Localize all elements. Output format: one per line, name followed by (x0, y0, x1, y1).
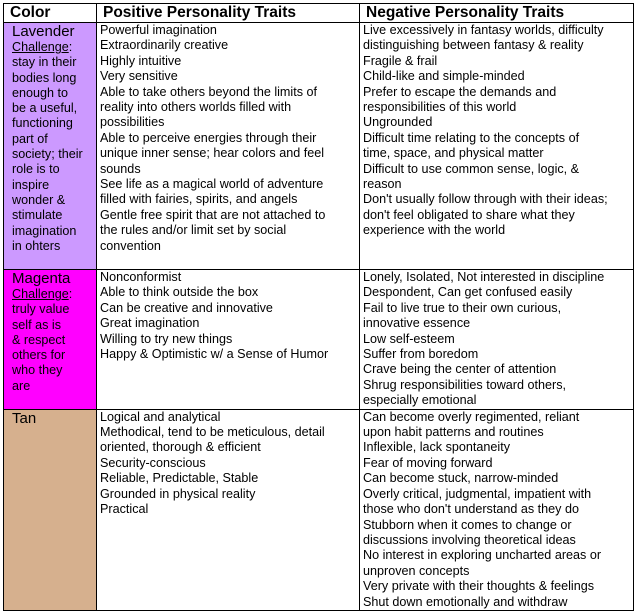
trait-line: Can become overly regimented, reliant (363, 409, 580, 424)
trait-line: Don't usually follow through with their ideas; (363, 192, 608, 207)
trait-line: Happy & Optimistic w/ a Sense of Humor (100, 347, 329, 362)
challenge-line: self as is (12, 317, 61, 332)
challenge-line: enough to (12, 85, 69, 100)
challenge-line: others for (12, 348, 66, 363)
trait-line: Low self-esteem (363, 331, 455, 346)
trait-line: responsibilities of this world (363, 100, 517, 115)
trait-line: those who don't understand as they do (363, 502, 579, 517)
trait-line: Methodical, tend to be meticulous, detail (100, 425, 325, 440)
trait-line: Very sensitive (100, 69, 178, 84)
positive-traits-magenta (97, 270, 360, 410)
trait-line: Able to think outside the box (100, 285, 259, 300)
personality-traits-table (3, 3, 634, 611)
trait-line: oriented, thorough & efficient (100, 440, 261, 455)
color-name: Tan (12, 409, 37, 427)
trait-line: time, space, and physical matter (363, 146, 544, 161)
challenge-line: imagination (12, 223, 77, 238)
trait-line: Despondent, Can get confused easily (363, 285, 573, 300)
color-name: Magenta (12, 270, 71, 287)
header-color: Color (4, 4, 97, 23)
trait-line: Difficult to use common sense, logic, & (363, 161, 580, 176)
trait-line: Ungrounded (363, 115, 433, 130)
trait-line: Difficult time relating to the concepts of (363, 130, 580, 145)
negative-traits-lavender (360, 23, 634, 270)
trait-line: Willing to try new things (100, 331, 233, 346)
trait-line: Stubborn when it comes to change or (363, 517, 572, 532)
trait-line: Prefer to escape the demands and (363, 84, 557, 99)
trait-line: sounds (100, 161, 141, 176)
header-row (4, 4, 634, 23)
trait-line: Gentle free spirit that are not attached to (100, 207, 326, 222)
color-cell-magenta (4, 270, 97, 410)
row-magenta (4, 270, 634, 410)
trait-line: Grounded in physical reality (100, 486, 256, 501)
challenge-line: & respect (12, 332, 66, 347)
trait-line: unproven concepts (363, 563, 470, 578)
challenge-line: role is to (12, 162, 60, 177)
challenge-line: are (12, 378, 31, 393)
trait-line: No interest in exploring uncharted areas or (363, 548, 602, 563)
trait-line: possibilities (100, 115, 165, 130)
trait-line: Logical and analytical (100, 409, 221, 424)
challenge-line: society; their (12, 147, 83, 162)
trait-line: Very private with their thoughts & feelings (363, 579, 595, 594)
trait-line: Lonely, Isolated, Not interested in discipline (363, 270, 605, 284)
trait-line: reason (363, 177, 402, 192)
positive-traits-lavender (97, 23, 360, 270)
trait-line: Able to take others beyond the limits of (100, 84, 318, 99)
trait-line: Can become stuck, narrow-minded (363, 471, 559, 486)
trait-line: Powerful imagination (100, 23, 217, 37)
trait-line: experience with the world (363, 223, 506, 238)
trait-line: Reliable, Predictable, Stable (100, 471, 259, 486)
challenge-line: bodies long (12, 70, 77, 85)
color-cell-tan (4, 409, 97, 610)
challenge-line: wonder & (12, 192, 66, 207)
trait-line: Extraordinarily creative (100, 38, 229, 53)
header-positive-traits: Positive Personality Traits (97, 4, 360, 23)
trait-line: the rules and/or limit set by social (100, 223, 287, 238)
trait-line: upon habit patterns and routines (363, 425, 544, 440)
trait-line: Fail to live true to their own curious, (363, 300, 562, 315)
negative-traits-tan (360, 409, 634, 610)
trait-line: Child-like and simple-minded (363, 69, 525, 84)
trait-line: Live excessively in fantasy worlds, difficulty (363, 23, 604, 37)
trait-line: convention (100, 238, 161, 253)
challenge-line: stay in their (12, 55, 77, 70)
trait-line: Crave being the center of attention (363, 362, 557, 377)
challenge-line: be a useful, (12, 101, 78, 116)
trait-line: reality into others worlds filled with (100, 100, 292, 115)
challenge-line: part of (12, 131, 48, 146)
trait-line: Great imagination (100, 316, 200, 331)
trait-line: innovative essence (363, 316, 471, 331)
trait-line: See life as a magical world of adventure (100, 177, 324, 192)
challenge-label: Challenge (12, 40, 69, 54)
trait-line: Security-conscious (100, 455, 206, 470)
trait-line: distinguishing between fantasy & reality (363, 38, 584, 53)
trait-line: Suffer from boredom (363, 347, 479, 362)
trait-line: Highly intuitive (100, 53, 182, 68)
challenge-line: functioning (12, 116, 73, 131)
trait-line: don't feel obligated to share what they (363, 207, 575, 222)
trait-line: Fear of moving forward (363, 455, 493, 470)
challenge-line: in ohters (12, 238, 61, 253)
negative-traits-magenta (360, 270, 634, 410)
trait-line: filled with fairies, spirits, and angels (100, 192, 298, 207)
trait-line: especially emotional (363, 393, 477, 408)
trait-line: Nonconformist (100, 270, 182, 284)
color-name: Lavender (12, 23, 75, 40)
row-lavender (4, 23, 634, 270)
challenge-line: : (68, 287, 73, 301)
trait-line: unique inner sense; hear colors and feel (100, 146, 325, 161)
challenge-line: truly value (12, 302, 70, 317)
color-cell-lavender (4, 23, 97, 270)
trait-line: Can be creative and innovative (100, 300, 273, 315)
challenge-text (12, 40, 94, 254)
challenge-line: : (68, 40, 73, 54)
trait-line: Overly critical, judgmental, impatient with (363, 486, 592, 501)
challenge-label: Challenge (12, 287, 69, 301)
challenge-line: who they (12, 363, 63, 378)
trait-line: discussions involving theoretical ideas (363, 532, 576, 547)
challenge-line: stimulate (12, 208, 63, 223)
trait-line: Able to perceive energies through their (100, 130, 317, 145)
challenge-text (12, 287, 94, 394)
trait-line: Practical (100, 502, 149, 517)
header-negative-traits: Negative Personality Traits (360, 4, 634, 23)
trait-line: Fragile & frail (363, 53, 438, 68)
row-tan (4, 409, 634, 610)
trait-line: Inflexible, lack spontaneity (363, 440, 511, 455)
challenge-line: inspire (12, 177, 50, 192)
trait-line: Shrug responsibilities toward others, (363, 377, 567, 392)
trait-line: Shut down emotionally and withdraw (363, 594, 568, 609)
positive-traits-tan (97, 409, 360, 610)
